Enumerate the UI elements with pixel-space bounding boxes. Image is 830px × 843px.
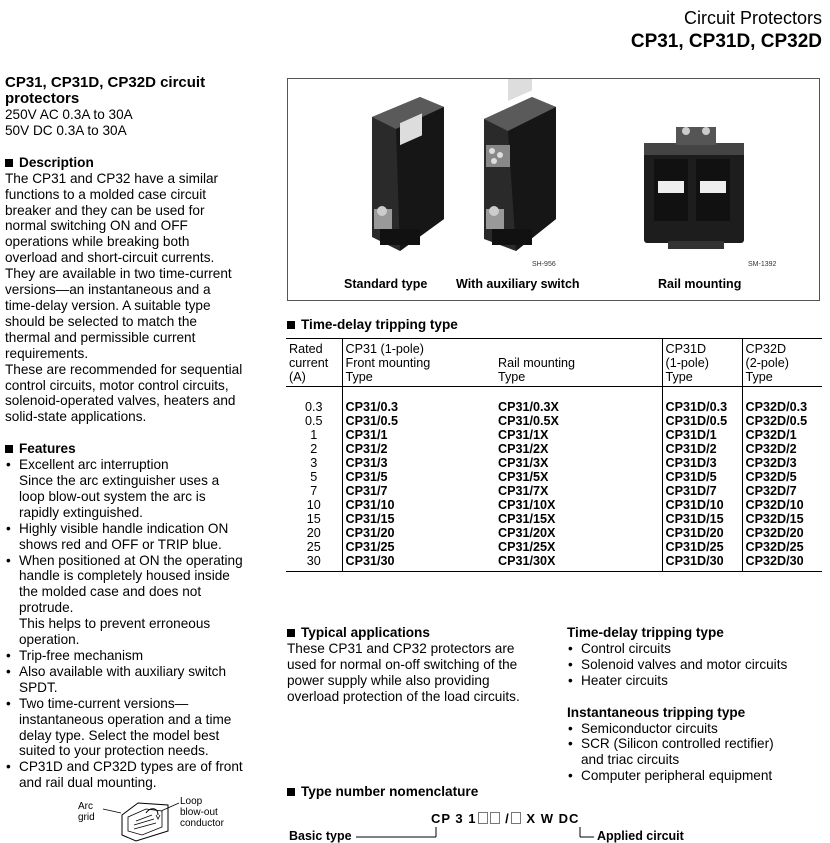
front-mounting-cell: CP31/3 (342, 456, 495, 470)
front-mounting-cell: CP31/7 (342, 484, 495, 498)
cp32d-cell: CP32D/20 (742, 526, 822, 540)
cp32d-cell: CP32D/15 (742, 512, 822, 526)
rated-current-cell: 30 (286, 554, 342, 572)
bullet-square-icon (287, 321, 295, 329)
cp32d-cell: CP32D/0.5 (742, 414, 822, 428)
app-time-delay-heading: Time-delay tripping type (567, 625, 724, 640)
rail-mounting-cell: CP31/30X (495, 554, 662, 572)
rated-current-cell: 20 (306, 526, 321, 540)
cp32d-header: CP32D (2-pole) Type (742, 339, 822, 387)
loop-conductor-label: Loop blow-out conductor (180, 796, 224, 829)
rail-mounting-cell: CP31/25X (498, 540, 556, 554)
rail-mounting-cell: CP31/0.5X (498, 414, 559, 428)
rail-mounting-cell: CP31/1X (498, 428, 549, 442)
list-item: • Heater circuits (567, 673, 825, 689)
cp31d-cell: CP31D/10 (662, 498, 742, 512)
rail-mounting-header: Rail mounting Type (495, 339, 662, 387)
rail-mounting-photo (644, 127, 744, 249)
rail-mounting-cell: CP31/0.3X (498, 400, 559, 414)
cp32d-cell: CP32D/7 (742, 484, 822, 498)
bullet-square-icon (287, 629, 295, 637)
table-row (286, 512, 822, 526)
page-models: CP31, CP31D, CP32D (630, 31, 822, 52)
product-title: CP31, CP31D, CP32D circuit protectors (5, 74, 206, 107)
description-heading: Description (5, 155, 267, 171)
feature-item: • When positioned at ON the operating handle is completely housed inside the molded case and does not protrude. This helps to prevent erroneous operation. (5, 553, 267, 648)
list-item: • Semiconductor circuits (567, 721, 825, 737)
cp32d-cell: CP32D/25 (742, 540, 822, 554)
cp32d-cell: CP32D/2 (742, 442, 822, 456)
front-mounting-cell: CP31/2 (342, 442, 495, 456)
rated-current-cell: 10 (306, 498, 321, 512)
rated-current-header: Rated current (A) (286, 339, 342, 387)
app-instantaneous-list (567, 721, 825, 785)
description-text: The CP31 and CP32 have a similar functions to a molded case circuit breaker and they can be used for normal switching ON and OFF operations while breaking both overload and short-circuit currents. They are available in two time-current versions—an instantaneous and a time-delay version. A suitable type should be selected to match the thermal and permissible current requirements. These are recommended for sequential control circuits, motor control circuits, solenoid-operated valves, heaters and solid-state applications. (5, 170, 243, 425)
rail-mounting-cell: CP31/3X (498, 456, 549, 470)
rail-mounting-cell: CP31/7X (498, 484, 549, 498)
rated-current-cell: 3 (310, 456, 318, 470)
rated-current-cell: 5 (310, 470, 318, 484)
cp31d-cell: CP31D/1 (662, 428, 742, 442)
rail-mounting-cell: CP31/2X (498, 442, 549, 456)
cp31d-cell: CP31D/15 (662, 512, 742, 526)
rated-current-cell: 15 (306, 512, 321, 526)
photo-code-right: SM-1392 (748, 261, 777, 268)
rated-current-cell: 2 (310, 442, 318, 456)
feature-item: • CP31D and CP32D types are of front and rail dual mounting. (5, 759, 267, 791)
cp31d-cell: CP31D/0.5 (662, 414, 742, 428)
left-column (5, 75, 267, 791)
front-mounting-cell: CP31/30 (342, 554, 495, 572)
features-list (5, 457, 267, 791)
arc-grid-drawing (76, 795, 246, 843)
caption-standard-type: Standard type (344, 277, 428, 291)
standard-type-photo (372, 97, 444, 251)
arc-grid-label: Arc grid (78, 801, 95, 823)
cp32d-cell: CP32D/1 (742, 428, 822, 442)
application-types (567, 625, 825, 784)
front-mounting-cell: CP31/20 (342, 526, 495, 540)
list-item: • SCR (Silicon controlled rectifier) and triac circuits (567, 736, 825, 768)
cp31d-cell: CP31D/3 (662, 456, 742, 470)
time-delay-table-heading: Time-delay tripping type (287, 317, 458, 332)
bullet-square-icon (287, 788, 295, 796)
table-row (286, 428, 822, 442)
cp31d-cell: CP31D/20 (662, 526, 742, 540)
cp32d-cell: CP32D/0.3 (742, 387, 822, 415)
cp31d-cell: CP31D/5 (662, 470, 742, 484)
rating-dc: 50V DC 0.3A to 30A (5, 122, 127, 138)
front-mounting-cell: CP31/0.3 (342, 387, 495, 415)
rail-mounting-cell: CP31/5X (498, 470, 549, 484)
cp31d-header: CP31D (1-pole) Type (662, 339, 742, 387)
cp32d-cell: CP32D/30 (742, 554, 822, 572)
cp31d-cell: CP31D/0.3 (662, 387, 742, 415)
front-mounting-cell: CP31/10 (342, 498, 495, 512)
nomenclature-heading: Type number nomenclature (287, 784, 478, 799)
photo-code-left: SH-956 (532, 261, 556, 268)
rated-current-cell: 25 (306, 540, 321, 554)
list-item: • Solenoid valves and motor circuits (567, 657, 825, 673)
rated-current-cell: 0.3 (304, 400, 323, 414)
table-row (286, 498, 822, 512)
app-instantaneous-heading: Instantaneous tripping type (567, 704, 746, 720)
cp32d-cell: CP32D/10 (742, 498, 822, 512)
rail-mounting-cell: CP31/10X (498, 498, 556, 512)
rail-mounting-cell: CP31/15X (498, 512, 556, 526)
rated-current-cell: 1 (310, 428, 318, 442)
placeholder-box (490, 812, 500, 824)
caption-auxiliary-switch: With auxiliary switch (456, 277, 580, 291)
caption-rail-mounting: Rail mounting (658, 277, 742, 291)
table-row (286, 540, 822, 554)
rated-current-cell: 7 (310, 484, 318, 498)
table-row (286, 470, 822, 484)
typical-applications: Typical applications These CP31 and CP32 protectors are used for normal on-off switching of the power supply while also providing overload protection of the load circuits. (287, 625, 549, 705)
page-title: Circuit Protectors (683, 8, 822, 28)
cp32d-cell: CP32D/3 (742, 456, 822, 470)
product-photo-panel (287, 78, 820, 301)
auxiliary-switch-photo (484, 79, 556, 251)
front-mounting-header: CP31 (1-pole) Front mounting Type (342, 339, 495, 387)
app-time-delay-list (567, 641, 825, 689)
basic-type-label: Basic type (289, 829, 352, 843)
front-mounting-cell: CP31/25 (342, 540, 495, 554)
table-row (286, 456, 822, 470)
table-row (286, 442, 822, 456)
table-row (286, 526, 822, 540)
list-item: • Control circuits (567, 641, 825, 657)
arc-extinguisher-diagram (76, 795, 246, 843)
time-delay-table (286, 338, 822, 572)
cp31d-cell: CP31D/2 (662, 442, 742, 456)
nomenclature-code: CP 3 1 / X W DC (431, 811, 580, 826)
feature-item: • Highly visible handle indication ON shows red and OFF or TRIP blue. (5, 521, 267, 553)
bullet-square-icon (5, 445, 13, 453)
table-row (286, 554, 822, 572)
front-mounting-cell: CP31/0.5 (342, 414, 495, 428)
table-row (286, 484, 822, 498)
rail-mounting-cell: CP31/20X (498, 526, 556, 540)
placeholder-box (478, 812, 488, 824)
front-mounting-cell: CP31/5 (342, 470, 495, 484)
table-row (286, 387, 822, 415)
rating-ac: 250V AC 0.3A to 30A (5, 107, 133, 122)
cp31d-cell: CP31D/30 (662, 554, 742, 572)
bullet-square-icon (5, 159, 13, 167)
feature-item: • Also available with auxiliary switch SPDT. (5, 664, 267, 696)
features-heading: Features (5, 441, 267, 457)
cp31d-cell: CP31D/25 (662, 540, 742, 554)
feature-item: • Excellent arc interruption Since the arc extinguisher uses a loop blow-out system the arc is rapidly extinguished. (5, 457, 267, 521)
feature-item: • Trip-free mechanism (5, 648, 267, 664)
cp31d-cell: CP31D/7 (662, 484, 742, 498)
front-mounting-cell: CP31/15 (342, 512, 495, 526)
placeholder-box (511, 812, 521, 824)
rated-current-cell: 0.5 (304, 414, 323, 428)
typical-applications-heading: Typical applications (287, 625, 549, 641)
applied-circuit-label: Applied circuit (597, 829, 684, 843)
front-mounting-cell: CP31/1 (342, 428, 495, 442)
table-row (286, 414, 822, 428)
table-header-row (286, 339, 822, 387)
list-item: • Computer peripheral equipment (567, 768, 825, 784)
feature-item: • Two time-current versions— instantaneous operation and a time delay type. Select the model best suited to your protection needs. (5, 696, 267, 760)
cp32d-cell: CP32D/5 (742, 470, 822, 484)
